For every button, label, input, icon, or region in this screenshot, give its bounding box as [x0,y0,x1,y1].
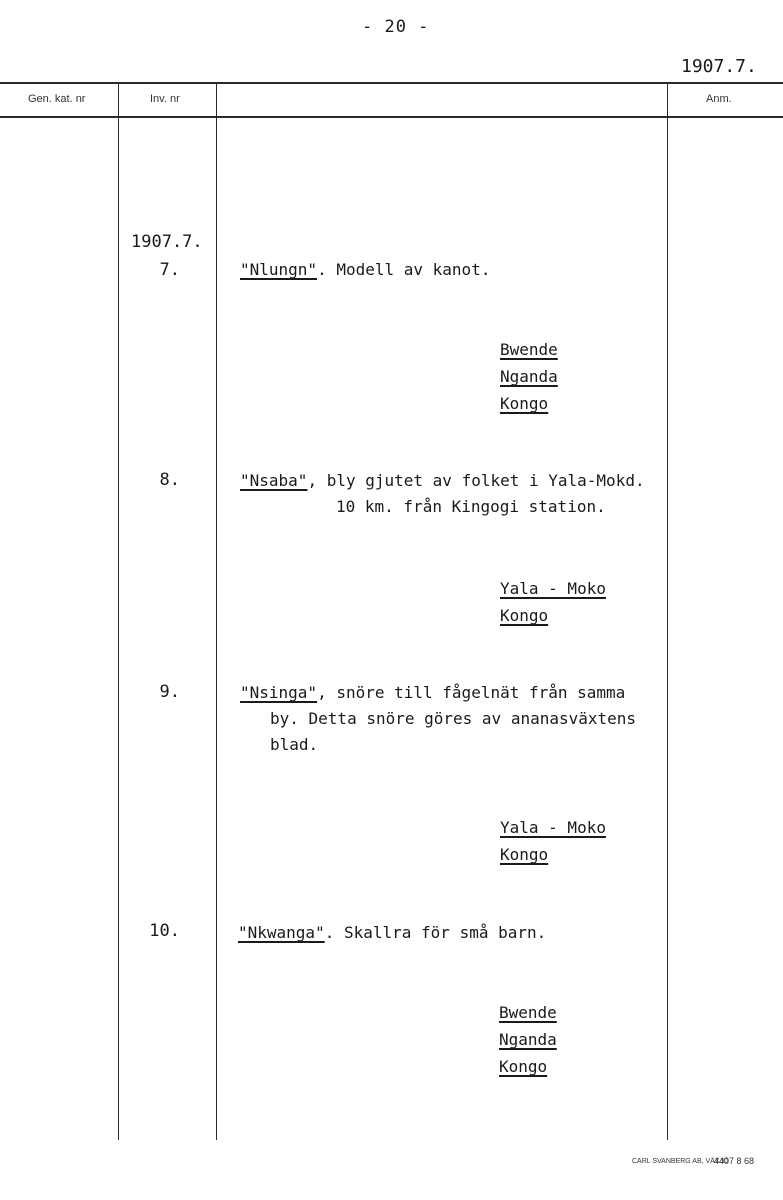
place-list [500,575,606,629]
place-name: Nganda [500,367,558,386]
entry-continuation: by. Detta snöre göres av ananasväxtens [270,709,637,728]
place-name: Bwende [499,1003,557,1022]
place-name: Bwende [500,340,558,359]
entry-continuation: blad. [270,735,319,754]
header-reference: 1907.7. [681,56,757,77]
object-name: "Nkwanga" [238,923,325,942]
place-name: Kongo [500,845,549,864]
column-header-anm: Anm. [706,93,732,105]
entry-description [240,257,490,283]
lot-number: 1907.7. [131,232,203,252]
place-name: Kongo [500,606,549,625]
place-name: Yala - Moko [500,818,606,837]
entry-description [240,468,645,494]
place-name: Yala - Moko [500,579,606,598]
place-list [499,999,557,1080]
entry-text: , bly gjutet av folket i Yala-Mokd. [307,471,645,490]
place-list [500,336,558,417]
object-name: "Nsinga" [240,683,318,702]
entry-description [238,920,546,946]
entry-text: , snöre till fågelnät från samma [317,683,626,702]
column-header-gen-kat-nr: Gen. kat. nr [28,93,86,105]
object-name: "Nlungn" [240,260,318,279]
inventory-number: 10. [149,921,180,941]
column-divider-gen-kat [118,84,119,1140]
entry-description [240,680,625,706]
place-name: Nganda [499,1030,557,1049]
entry-text: . Modell av kanot. [317,260,491,279]
printer-imprint: CARL SVANBERG AB, VÄXJÖ [632,1158,729,1165]
entry-continuation: 10 km. från Kingogi station. [336,497,606,516]
object-name: "Nsaba" [240,471,308,490]
page-number: - 20 - [362,17,430,37]
entry-text: . Skallra för små barn. [324,923,547,942]
place-list [500,814,606,868]
place-name: Kongo [500,394,549,413]
inventory-number: 8. [159,470,180,490]
inventory-number: 9. [159,682,180,702]
form-number: 4407 8 68 [714,1156,755,1166]
column-divider-inv [216,84,217,1140]
inventory-number: 7. [159,260,180,280]
column-divider-anm [667,84,668,1140]
place-name: Kongo [499,1057,548,1076]
column-header-inv-nr: Inv. nr [150,93,180,105]
